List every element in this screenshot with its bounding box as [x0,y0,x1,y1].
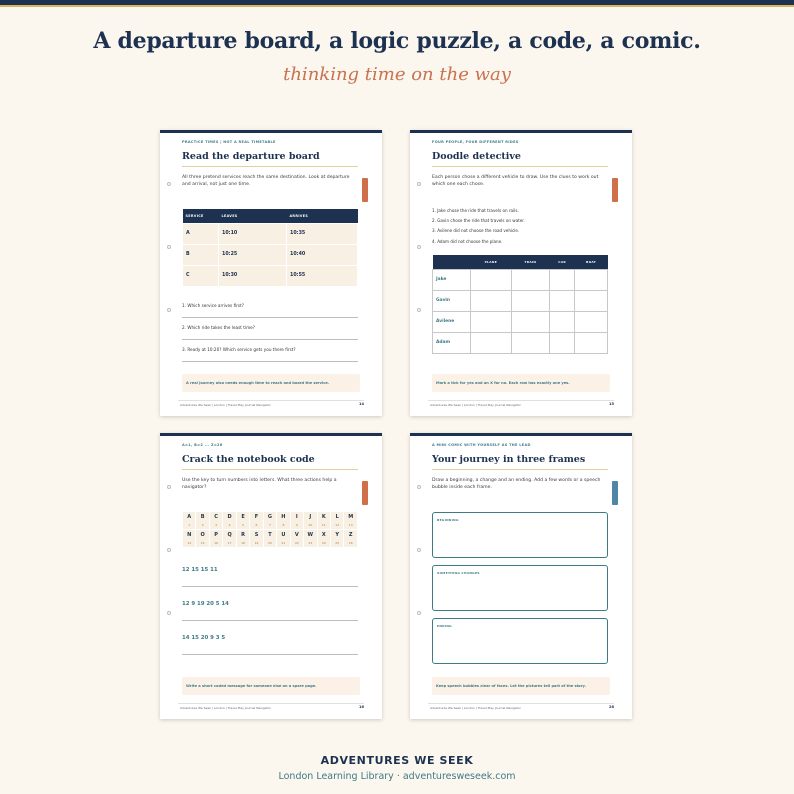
page-top-bar [410,433,632,436]
page-number: 15 [608,402,614,406]
code-number: 9 [295,523,298,527]
binder-hole [417,245,421,249]
column-header: TRAIN [511,255,549,269]
code-number: 19 [254,541,259,545]
person-name: Gavin [433,290,471,311]
coded-message: 12 15 15 11 [182,567,358,587]
column-header: CAR [550,255,575,269]
person-name: Jake [433,269,471,290]
code-letter: Q [227,532,232,538]
code-letter: A [187,514,192,520]
question-line: 3. Ready at 10:20? Which service gets you there first? [182,347,358,362]
frame-label: SOMETHING CHANGES [437,571,480,575]
page-title: Read the departure board [182,151,320,162]
page-kicker: PRACTICE TIMES | NOT A REAL TIMETABLE [182,140,276,144]
code-number: 4 [228,523,231,527]
table-row [433,332,608,353]
code-letter: S [254,532,259,538]
page-intro: Draw a beginning, a change and an ending. Add a few words or a speech bubble inside each frame. [432,478,601,491]
arrives-cell: 10:40 [287,244,358,265]
code-key-cell [277,530,290,548]
binder-holes [417,485,422,615]
grid-cell[interactable] [575,311,608,332]
code-letter: J [309,514,312,520]
code-number: 10 [308,523,313,527]
code-number: 25 [335,541,340,545]
page-intro: Each person chose a different vehicle to draw. Use the clues to work out which one each chose. [432,175,599,188]
comic-frame[interactable] [432,565,608,611]
code-number: 16 [214,541,219,545]
binder-hole [417,611,421,615]
column-header [433,255,471,269]
code-key-cell [330,512,343,530]
footer-rule [428,703,614,704]
code-number: 23 [308,541,313,545]
code-letter: N [187,532,192,538]
code-number: 17 [227,541,232,545]
page-credit: Adventures We Seek | London | Travel Play Journal Navigator [180,403,271,407]
code-letter: K [321,514,326,520]
frame-label: BEGINNING [437,518,459,522]
code-number: 2 [201,523,204,527]
code-number: 26 [348,541,353,545]
grid-cell[interactable] [550,311,575,332]
code-key-cell [344,512,358,530]
title-rule [432,166,608,167]
code-key-cell [196,512,209,530]
table-row [183,223,358,244]
page-tip-box [182,677,360,695]
code-letter: V [294,532,299,538]
page-kicker: FOUR PEOPLE, FOUR DIFFERENT RIDES [432,140,519,144]
page-title: Your journey in three frames [432,454,586,465]
binder-hole [417,548,421,552]
page-notebook-code [160,433,382,719]
binder-hole [167,485,171,489]
binder-hole [167,548,171,552]
table-row [433,311,608,332]
binder-hole [417,485,421,489]
binder-holes [417,182,422,312]
code-number: 18 [241,541,245,545]
leaves-cell: 10:25 [219,244,287,265]
binder-hole [167,245,171,249]
code-key-cell [317,530,330,548]
coded-message: 12 9 19 20 5 14 [182,601,358,621]
arrives-cell: 10:35 [287,223,358,244]
column-header: ARRIVES [287,209,358,223]
code-number: 8 [282,523,285,527]
grid-cell[interactable] [471,311,512,332]
column-header: PLANE [471,255,512,269]
page-title: Crack the notebook code [182,454,315,465]
code-key-cell [250,530,263,548]
page-top-bar [160,433,382,436]
code-letter: C [214,514,218,520]
footer-rule [178,400,364,401]
clue: 3. Avilene did not choose the road vehicle. [432,228,520,234]
code-key-cell [290,530,303,548]
page-number: 16 [358,705,364,709]
code-number: 22 [294,541,299,545]
page-tab [362,178,368,202]
grid-cell[interactable] [575,269,608,290]
code-number: 21 [281,541,286,545]
page-top-bar [160,130,382,133]
arrives-cell: 10:55 [287,265,358,286]
code-letter: G [267,514,272,520]
table-row [183,265,358,286]
grid-cell[interactable] [575,332,608,353]
code-letter: B [200,514,205,520]
code-key-cell [290,512,303,530]
service-cell: C [183,265,219,286]
page-kicker: A MINI COMIC WITH YOURSELF AS THE LEAD [432,443,531,447]
coded-message: 14 15 20 9 3 5 [182,635,358,655]
code-letter: T [268,532,272,538]
column-header: SERVICE [183,209,219,223]
page-credit: Adventures We Seek | London | Travel Play Journal Navigator [180,706,271,710]
title-rule [432,469,608,470]
code-number: 7 [268,523,271,527]
code-letter: R [241,532,245,538]
code-letter: I [295,514,298,520]
code-number: 5 [242,523,244,527]
clue-list [432,206,608,247]
code-number: 24 [321,541,326,545]
code-key-cell [196,530,209,548]
page-tip: Keep speech bubbles clear of faces. Let the pictures tell part of the story. [436,684,586,688]
code-letter: U [281,532,286,538]
code-number: 12 [335,523,340,527]
page-kicker: A=1, B=2 ... Z=26 [182,443,223,447]
binder-holes [167,182,172,312]
code-letter: O [200,532,205,538]
binder-hole [417,182,421,186]
grid-cell[interactable] [550,332,575,353]
page-departure-board [160,130,382,416]
code-key-cell [223,512,236,530]
person-name: Avilene [433,311,471,332]
leaves-cell: 10:10 [219,223,287,244]
code-number: 15 [200,541,205,545]
code-key-cell [317,512,330,530]
grid-cell[interactable] [471,290,512,311]
code-key-cell [209,530,222,548]
code-letter: F [254,514,259,520]
binder-hole [417,308,421,312]
code-key-cell [330,530,343,548]
grid-cell[interactable] [511,332,549,353]
column-header: LEAVES [219,209,287,223]
code-key-cell [344,530,358,548]
code-key-cell [236,530,249,548]
page-credit: Adventures We Seek | London | Travel Play Journal Navigator [430,403,521,407]
code-key-cell [183,530,196,548]
top-accent-stripe [0,5,794,7]
departure-table [182,209,358,287]
code-key-cell [223,530,236,548]
page-tip-box [432,677,610,695]
binder-hole [167,182,171,186]
grid-cell[interactable] [575,290,608,311]
logic-grid [432,255,608,354]
code-key-cell [263,530,276,548]
code-key-cell [250,512,263,530]
page-intro: All three pretend services reach the same destination. Look at departure and arrival, not just one time. [182,175,350,188]
title-rule [182,469,358,470]
grid-cell[interactable] [550,269,575,290]
code-number: 20 [268,541,272,545]
code-key-cell [277,512,290,530]
binder-hole [167,308,171,312]
leaves-cell: 10:30 [219,265,287,286]
page-tab [612,481,618,505]
code-key-row [183,530,358,548]
code-key-row [183,512,358,530]
brand-name: ADVENTURES WE SEEK [320,754,474,767]
footer-rule [178,703,364,704]
page-journey-comic [410,433,632,719]
grid-cell[interactable] [471,332,512,353]
brand-subline: London Learning Library · adventuresweseek.com [278,771,516,782]
code-number: 13 [348,523,353,527]
service-cell: A [183,223,219,244]
page-top-bar [410,130,632,133]
code-number: 11 [321,523,326,527]
title-rule [182,166,358,167]
code-letter: E [241,514,245,520]
code-key-cell [263,512,276,530]
footer-rule [428,400,614,401]
binder-hole [167,611,171,615]
page-intro: Use the key to turn numbers into letters. What three actions help a navigator? [182,478,337,491]
table-row [183,244,358,265]
code-letter: W [307,532,314,538]
page-number: 28 [608,705,614,709]
page-tip-box [432,374,610,392]
comic-frame[interactable] [432,512,608,558]
code-letter: H [281,514,286,520]
page-credit: Adventures We Seek | London | Travel Play Journal Navigator [430,706,521,710]
page-tab [362,481,368,505]
page-tip: Mark a tick for yes and an X for no. Each row has exactly one yes. [436,381,570,385]
code-letter: M [348,514,354,520]
code-number: 1 [188,523,191,527]
grid-cell[interactable] [511,269,549,290]
page-doodle-detective [410,130,632,416]
grid-cell[interactable] [511,290,549,311]
headline: A departure board, a logic puzzle, a code, a comic. [93,28,701,54]
page-tab [612,178,618,202]
question-line: 1. Which service arrives first? [182,303,358,318]
code-key-cell [209,512,222,530]
grid-cell[interactable] [511,311,549,332]
code-key-cell [304,512,317,530]
page-number: 14 [358,402,364,406]
frame-label: ENDING [437,624,452,628]
column-header: BOAT [575,255,608,269]
person-name: Adam [433,332,471,353]
code-number: 3 [215,523,218,527]
page-title: Doodle detective [432,151,521,162]
table-row [433,290,608,311]
code-key [182,511,358,548]
tagline: thinking time on the way [283,64,511,85]
code-number: 6 [255,523,258,527]
code-key-cell [183,512,196,530]
question-line: 2. Which ride takes the least time? [182,325,358,340]
page-tip: A real journey also needs enough time to reach and board the service. [186,381,330,385]
code-letter: P [214,532,218,538]
code-key-cell [304,530,317,548]
clue: 1. Jake chose the ride that travels on rails. [432,208,519,213]
clue: 4. Adam did not choose the plane. [432,238,503,244]
clue: 2. Gavin chose the ride that travels on water. [432,218,525,224]
code-letter: Y [335,532,340,538]
binder-holes [167,485,172,615]
code-letter: D [227,514,232,520]
page-tip-box [182,374,360,392]
code-letter: X [321,532,326,538]
table-row [433,269,608,290]
page-tip: Write a short coded message for someone else on a spare page. [186,684,317,688]
service-cell: B [183,244,219,265]
code-key-cell [236,512,249,530]
code-number: 14 [187,541,192,545]
grid-cell[interactable] [550,290,575,311]
code-letter: Z [348,532,353,538]
grid-cell[interactable] [471,269,512,290]
comic-frame[interactable] [432,618,608,664]
code-letter: L [335,514,339,520]
